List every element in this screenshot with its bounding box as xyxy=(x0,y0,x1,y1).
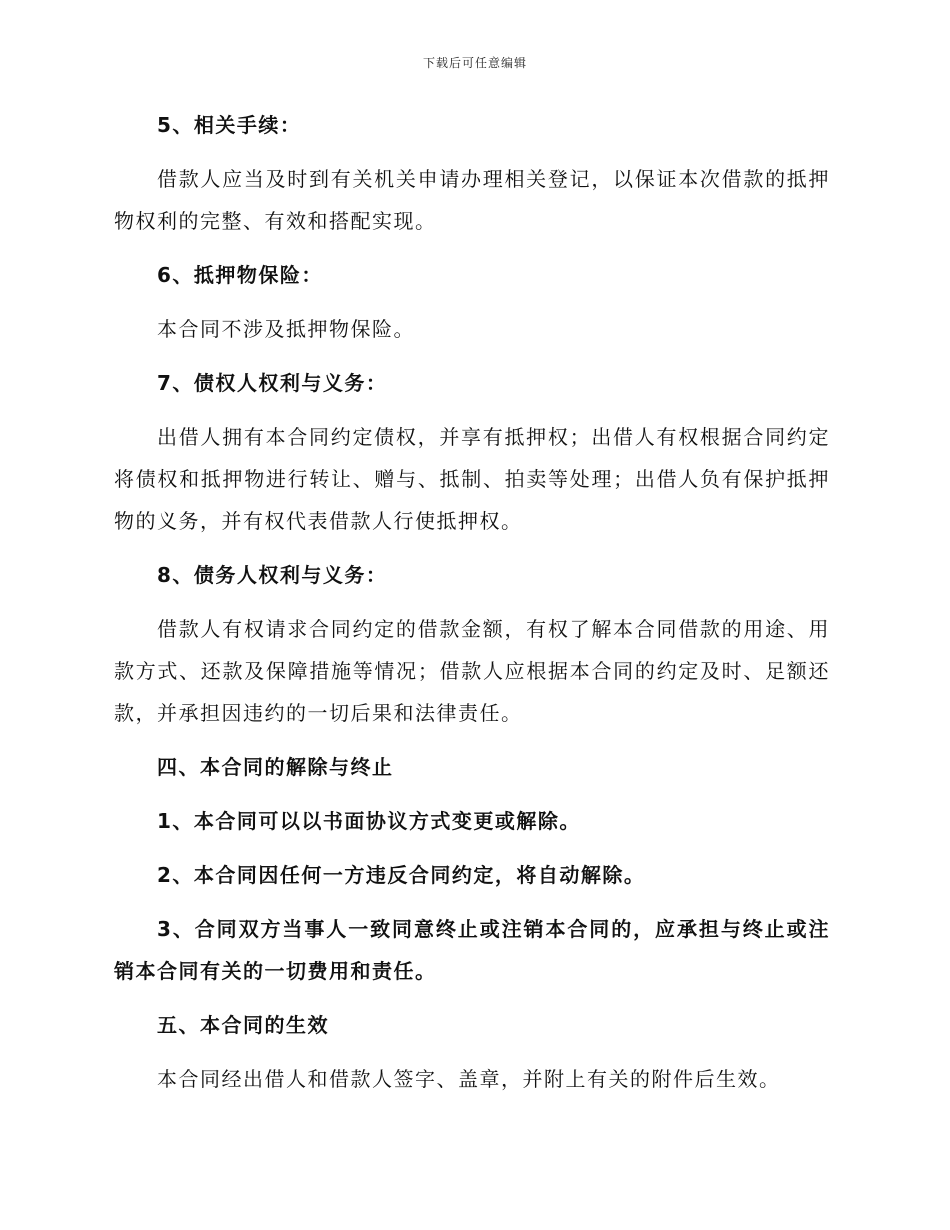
document-body xyxy=(114,104,830,1100)
section-heading-debtor-rights: 8、债务人权利与义务： xyxy=(157,563,388,587)
chapter-heading-termination: 四、本合同的解除与终止 xyxy=(157,755,394,779)
termination-item-1: 1、本合同可以以书面协议方式变更或解除。 xyxy=(157,809,581,833)
paragraph-insurance: 本合同不涉及抵押物保险。 xyxy=(157,317,415,341)
chapter-heading-effectiveness: 五、本合同的生效 xyxy=(157,1013,329,1037)
paragraph-debtor-rights: 借款人有权请求合同约定的借款金额，有权了解本合同借款的用途、用款方式、还款及保障措施等情况；借款人应根据本合同的约定及时、足额还款，并承担因违约的一切后果和法律责任。 xyxy=(114,617,830,725)
termination-item-3: 3、合同双方当事人一致同意终止或注销本合同的，应承担与终止或注销本合同有关的一切费用和责任。 xyxy=(114,917,830,983)
paragraph-procedures: 借款人应当及时到有关机关申请办理相关登记，以保证本次借款的抵押物权利的完整、有效和搭配实现。 xyxy=(114,167,830,233)
termination-item-2: 2、本合同因任何一方违反合同约定，将自动解除。 xyxy=(157,863,646,887)
paragraph-creditor-rights: 出借人拥有本合同约定债权，并享有抵押权；出借人有权根据合同约定将债权和抵押物进行转让、赠与、抵制、拍卖等处理；出借人负有保护抵押物的义务，并有权代表借款人行使抵押权。 xyxy=(114,425,830,533)
section-heading-insurance: 6、抵押物保险： xyxy=(157,263,323,287)
section-heading-creditor-rights: 7、债权人权利与义务： xyxy=(157,371,388,395)
section-heading-procedures: 5、相关手续： xyxy=(157,113,302,137)
paragraph-effectiveness: 本合同经出借人和借款人签字、盖章，并附上有关的附件后生效。 xyxy=(157,1067,781,1091)
header-note: 下载后可任意编辑 xyxy=(422,56,527,70)
